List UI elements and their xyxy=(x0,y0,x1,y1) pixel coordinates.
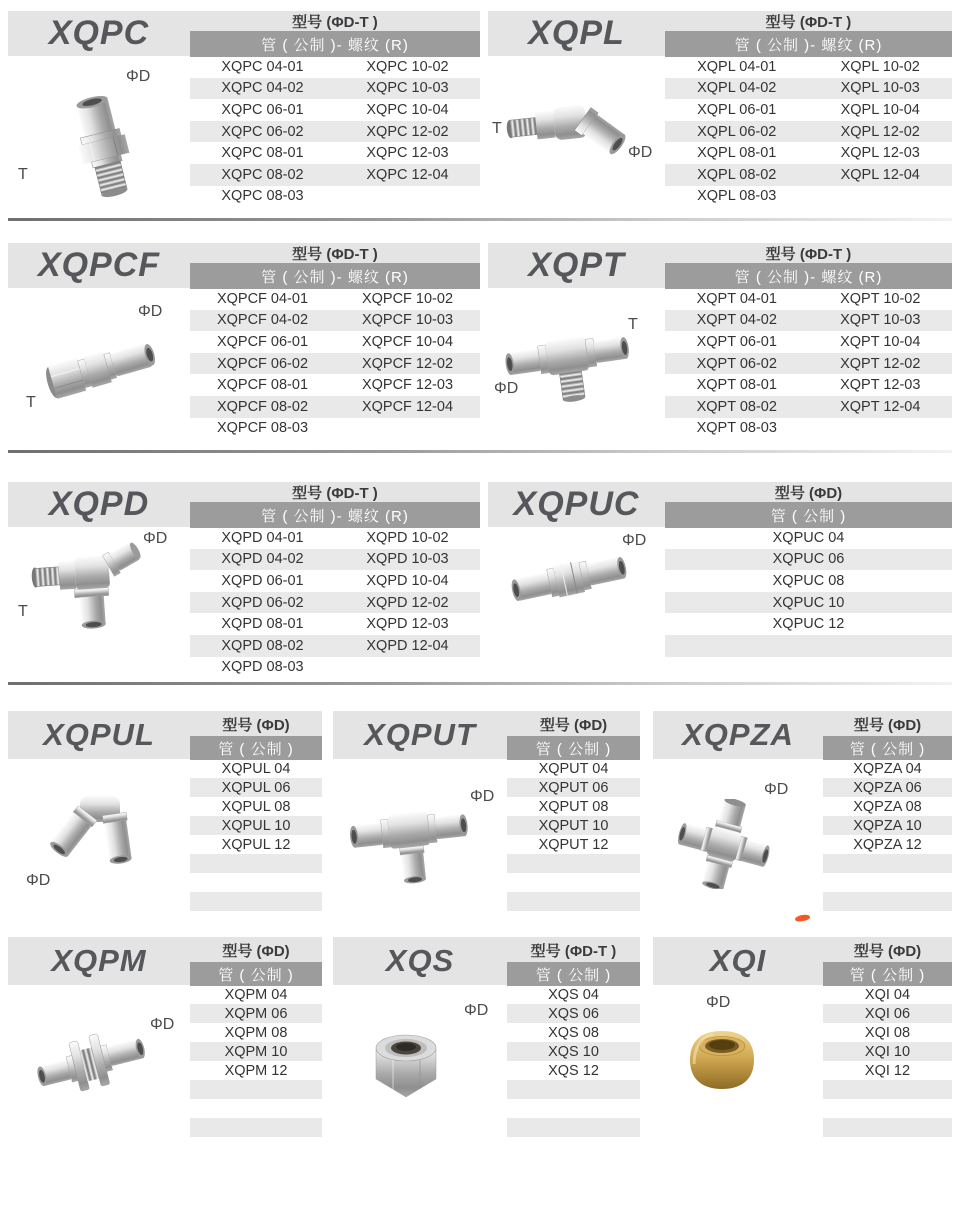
model-cell: XQPM 08 xyxy=(224,1024,288,1041)
table-row xyxy=(507,1061,640,1080)
table-row xyxy=(190,374,480,396)
model-table xyxy=(190,527,480,678)
table-row xyxy=(665,374,952,396)
table-row xyxy=(665,549,952,571)
dim-label-phid: ΦD xyxy=(150,1016,175,1033)
model-cell: XQPUT 04 xyxy=(538,760,609,777)
model-cell: XQPL 08-02 xyxy=(697,166,777,183)
dim-label-phid: ΦD xyxy=(628,144,653,161)
table-row xyxy=(665,418,952,440)
table-row xyxy=(190,310,480,332)
tube-spec-header: 管 ( 公制 ) xyxy=(190,962,322,986)
table-row xyxy=(507,1099,640,1118)
model-table xyxy=(823,985,952,1137)
table-row xyxy=(823,1099,952,1118)
model-cell: XQPT 04-01 xyxy=(696,290,777,307)
product-section-xqpl xyxy=(488,11,952,207)
table-row xyxy=(665,186,952,208)
model-cell: XQPD 04-02 xyxy=(221,551,304,568)
product-photo-xqput xyxy=(350,797,470,887)
table-row xyxy=(665,164,952,186)
product-section-xqpd xyxy=(8,482,480,678)
product-section-xqs xyxy=(333,937,640,1137)
table-row xyxy=(190,331,480,353)
model-cell: XQPC 08-02 xyxy=(221,166,304,183)
model-cell: XQPL 12-02 xyxy=(840,123,920,140)
product-title: XQPCF xyxy=(37,246,161,284)
dim-label-t: T xyxy=(492,120,502,137)
table-row xyxy=(665,310,952,332)
product-section-xqpc xyxy=(8,11,480,207)
product-photo-xqpd xyxy=(30,536,142,636)
table-row xyxy=(190,353,480,375)
table-row xyxy=(665,635,952,657)
model-cell: XQI 10 xyxy=(864,1043,911,1060)
table-row xyxy=(507,759,640,778)
model-cell: XQPCF 06-01 xyxy=(216,333,309,350)
table-row xyxy=(190,854,322,873)
table-row xyxy=(190,78,480,100)
model-cell: XQPT 06-02 xyxy=(696,355,777,372)
table-row xyxy=(823,1004,952,1023)
tube-spec-header: 管 ( 公制 ) xyxy=(507,962,640,986)
product-title: XQPUL xyxy=(43,717,155,752)
model-table xyxy=(507,759,640,911)
model-spec-header: 型号 (ΦD) xyxy=(853,943,922,960)
table-row xyxy=(665,570,952,592)
model-cell: XQPD 12-02 xyxy=(366,594,449,611)
model-cell: XQPL 06-01 xyxy=(697,101,777,118)
model-cell: XQPD 08-01 xyxy=(221,616,304,633)
table-row xyxy=(823,778,952,797)
tube-spec-header: 管 ( 公制 )- 螺纹 (R) xyxy=(190,263,480,289)
model-cell: XQPUT 10 xyxy=(538,817,609,834)
product-photo-xqpza xyxy=(678,799,770,889)
model-cell: XQPUC 12 xyxy=(772,616,845,633)
model-cell: XQPD 10-02 xyxy=(366,529,449,546)
product-section-xqpza xyxy=(653,711,952,911)
model-table xyxy=(190,288,480,439)
model-cell: XQPL 08-01 xyxy=(697,145,777,162)
product-title: XQPL xyxy=(528,14,625,52)
dim-label-t: T xyxy=(628,316,638,333)
product-section-xqpcf xyxy=(8,243,480,439)
table-row xyxy=(190,570,480,592)
product-title: XQI xyxy=(709,943,767,978)
model-spec-header: 型号 (ΦD-T ) xyxy=(292,14,378,31)
table-row xyxy=(507,816,640,835)
model-cell: XQPCF 06-02 xyxy=(216,355,309,372)
model-cell: XQPUT 06 xyxy=(538,779,609,796)
tube-spec-header: 管 ( 公制 ) xyxy=(665,502,952,528)
model-cell: XQPUC 08 xyxy=(772,572,845,589)
model-cell: XQPC 06-01 xyxy=(221,101,304,118)
product-photo-xqpl xyxy=(505,85,635,180)
table-row xyxy=(507,1080,640,1099)
section-divider xyxy=(8,682,952,685)
table-row xyxy=(190,1118,322,1137)
dim-label-t: T xyxy=(18,603,28,620)
table-row xyxy=(507,1023,640,1042)
table-row xyxy=(190,164,480,186)
table-row xyxy=(665,78,952,100)
table-row xyxy=(507,1004,640,1023)
product-title: XQPT xyxy=(528,246,625,284)
model-cell: XQPUL 04 xyxy=(221,760,291,777)
table-row xyxy=(507,1118,640,1137)
model-cell: XQPC 08-01 xyxy=(221,145,304,162)
table-row xyxy=(823,1118,952,1137)
product-title: XQPUC xyxy=(513,485,640,523)
dim-label-phid: ΦD xyxy=(764,781,789,798)
tube-spec-header: 管 ( 公制 ) xyxy=(823,962,952,986)
model-spec-header: 型号 (ΦD) xyxy=(222,717,290,734)
product-photo-xqpcf xyxy=(40,322,162,418)
dim-label-phid: ΦD xyxy=(622,532,647,549)
model-cell: XQPC 08-03 xyxy=(221,188,304,205)
model-cell: XQPL 12-04 xyxy=(840,166,920,183)
model-cell: XQPT 08-02 xyxy=(696,398,777,415)
table-row xyxy=(190,1004,322,1023)
model-cell: XQPD 10-04 xyxy=(366,572,449,589)
product-photo-xqpul xyxy=(38,792,158,874)
model-cell: XQPD 06-01 xyxy=(221,572,304,589)
table-row xyxy=(665,527,952,549)
model-cell: XQPUL 08 xyxy=(221,798,291,815)
product-section-xqpuc xyxy=(488,482,952,657)
table-row xyxy=(190,549,480,571)
table-row xyxy=(190,778,322,797)
product-photo-xqs xyxy=(360,1015,452,1105)
table-row xyxy=(823,816,952,835)
model-cell: XQPL 06-02 xyxy=(697,123,777,140)
table-row xyxy=(823,1080,952,1099)
dim-label-phid: ΦD xyxy=(470,788,495,805)
table-row xyxy=(507,985,640,1004)
model-table xyxy=(190,759,322,911)
table-row xyxy=(190,797,322,816)
table-row xyxy=(190,1061,322,1080)
dim-label-phid: ΦD xyxy=(706,994,731,1011)
model-cell: XQPT 12-03 xyxy=(840,377,921,394)
product-title: XQPM xyxy=(51,943,147,978)
model-table xyxy=(665,288,952,439)
table-row xyxy=(507,854,640,873)
model-table xyxy=(190,985,322,1137)
table-row xyxy=(190,142,480,164)
dim-label-phid: ΦD xyxy=(143,530,168,547)
table-row xyxy=(665,142,952,164)
product-photo-xqpc xyxy=(40,85,165,200)
tube-spec-header: 管 ( 公制 )- 螺纹 (R) xyxy=(665,31,952,57)
model-table xyxy=(190,56,480,207)
model-cell: XQPC 04-02 xyxy=(221,80,304,97)
model-cell: XQI 04 xyxy=(864,986,911,1003)
table-row xyxy=(190,635,480,657)
model-cell: XQPZA 10 xyxy=(853,817,922,834)
dim-label-phid: ΦD xyxy=(26,872,51,889)
table-row xyxy=(507,835,640,854)
model-cell: XQPM 10 xyxy=(224,1043,288,1060)
model-cell: XQPZA 04 xyxy=(853,760,922,777)
table-row xyxy=(823,985,952,1004)
dim-label-phid: ΦD xyxy=(126,68,151,85)
model-cell: XQPC 06-02 xyxy=(221,123,304,140)
model-cell: XQPZA 12 xyxy=(853,836,922,853)
model-cell: XQPUL 06 xyxy=(221,779,291,796)
table-row xyxy=(190,873,322,892)
model-cell: XQPCF 12-04 xyxy=(361,398,454,415)
model-cell: XQPL 04-02 xyxy=(697,80,777,97)
model-cell: XQPT 10-03 xyxy=(840,312,921,329)
model-cell: XQPL 10-02 xyxy=(840,58,920,75)
model-cell: XQPCF 12-03 xyxy=(361,377,454,394)
product-section-xqpul xyxy=(8,711,322,911)
table-row xyxy=(823,759,952,778)
model-cell: XQPZA 08 xyxy=(853,798,922,815)
model-cell: XQPC 10-02 xyxy=(366,58,449,75)
table-row xyxy=(665,396,952,418)
model-cell: XQPT 04-02 xyxy=(696,312,777,329)
table-row xyxy=(665,56,952,78)
table-row xyxy=(190,186,480,208)
model-cell: XQPUL 10 xyxy=(221,817,291,834)
model-cell: XQPD 10-03 xyxy=(366,551,449,568)
model-cell: XQPT 10-02 xyxy=(840,290,921,307)
product-photo-xqpuc xyxy=(510,543,628,615)
model-table xyxy=(823,759,952,911)
model-spec-header: 型号 (ΦD-T ) xyxy=(765,14,852,31)
table-row xyxy=(823,873,952,892)
table-row xyxy=(190,1042,322,1061)
table-row xyxy=(507,873,640,892)
model-cell: XQPD 12-03 xyxy=(366,616,449,633)
model-cell: XQPD 04-01 xyxy=(221,529,304,546)
model-cell: XQPCF 10-02 xyxy=(361,290,454,307)
table-row xyxy=(665,592,952,614)
product-photo-xqpm xyxy=(35,1020,147,1104)
tube-spec-header: 管 ( 公制 ) xyxy=(507,736,640,760)
table-row xyxy=(665,613,952,635)
table-row xyxy=(823,1023,952,1042)
model-spec-header: 型号 (ΦD-T ) xyxy=(530,943,617,960)
model-cell: XQPC 10-03 xyxy=(366,80,449,97)
table-row xyxy=(665,121,952,143)
model-cell: XQPM 04 xyxy=(224,986,288,1003)
model-cell: XQS 10 xyxy=(548,1043,599,1060)
table-row xyxy=(190,396,480,418)
model-cell: XQPC 12-04 xyxy=(366,166,449,183)
model-cell: XQPCF 12-02 xyxy=(361,355,454,372)
table-row xyxy=(190,892,322,911)
model-cell: XQPCF 08-03 xyxy=(216,420,309,437)
table-row xyxy=(190,835,322,854)
model-cell: XQPM 06 xyxy=(224,1005,288,1022)
model-cell: XQPZA 06 xyxy=(853,779,922,796)
model-cell: XQPL 10-03 xyxy=(840,80,920,97)
tube-spec-header: 管 ( 公制 )- 螺纹 (R) xyxy=(190,31,480,57)
table-row xyxy=(190,816,322,835)
dim-label-phid: ΦD xyxy=(494,380,519,397)
model-cell: XQPCF 04-02 xyxy=(216,312,309,329)
product-title: XQS xyxy=(385,943,455,978)
tube-spec-header: 管 ( 公制 ) xyxy=(823,736,952,760)
table-row xyxy=(507,892,640,911)
model-cell: XQS 08 xyxy=(548,1024,599,1041)
section-divider xyxy=(8,450,952,453)
model-cell: XQS 12 xyxy=(548,1062,599,1079)
table-row xyxy=(823,797,952,816)
model-cell: XQPD 08-03 xyxy=(221,659,304,676)
model-cell: XQPT 08-01 xyxy=(696,377,777,394)
product-title: XQPD xyxy=(48,485,150,523)
model-cell: XQPT 12-04 xyxy=(840,398,921,415)
product-photo-xqpt xyxy=(504,322,632,404)
orange-mark xyxy=(795,914,811,923)
model-cell: XQS 04 xyxy=(548,986,599,1003)
product-title: XQPZA xyxy=(682,717,794,752)
table-row xyxy=(507,778,640,797)
dim-label-t: T xyxy=(26,394,36,411)
model-cell: XQPUC 10 xyxy=(772,594,845,611)
model-cell: XQPC 04-01 xyxy=(221,58,304,75)
section-divider xyxy=(8,218,952,221)
table-row xyxy=(823,854,952,873)
product-title: XQPUT xyxy=(364,717,476,752)
model-cell: XQI 06 xyxy=(864,1005,911,1022)
model-table xyxy=(665,56,952,207)
table-row xyxy=(190,1023,322,1042)
model-cell: XQPUC 04 xyxy=(772,529,845,546)
model-table xyxy=(507,985,640,1137)
product-section-xqi xyxy=(653,937,952,1137)
model-cell: XQPCF 10-04 xyxy=(361,333,454,350)
model-cell: XQPT 06-01 xyxy=(696,333,777,350)
table-row xyxy=(665,99,952,121)
table-row xyxy=(190,1080,322,1099)
model-cell: XQPL 12-03 xyxy=(840,145,920,162)
table-row xyxy=(190,288,480,310)
model-spec-header: 型号 (ΦD-T ) xyxy=(292,246,378,263)
model-cell: XQPUL 12 xyxy=(221,836,291,853)
model-cell: XQI 08 xyxy=(864,1024,911,1041)
table-row xyxy=(190,592,480,614)
model-cell: XQPD 08-02 xyxy=(221,637,304,654)
model-spec-header: 型号 (ΦD) xyxy=(222,943,290,960)
table-row xyxy=(190,759,322,778)
model-cell: XQI 12 xyxy=(864,1062,911,1079)
model-spec-header: 型号 (ΦD-T ) xyxy=(765,246,852,263)
table-row xyxy=(190,657,480,679)
table-row xyxy=(665,331,952,353)
model-cell: XQS 06 xyxy=(548,1005,599,1022)
model-cell: XQPL 08-03 xyxy=(697,188,777,205)
model-spec-header: 型号 (ΦD) xyxy=(853,717,922,734)
model-cell: XQPT 10-04 xyxy=(840,333,921,350)
table-row xyxy=(665,353,952,375)
model-table xyxy=(665,527,952,657)
product-section-xqpm xyxy=(8,937,322,1137)
model-cell: XQPCF 08-02 xyxy=(216,398,309,415)
dim-label-phid: ΦD xyxy=(464,1002,489,1019)
tube-spec-header: 管 ( 公制 )- 螺纹 (R) xyxy=(190,502,480,528)
table-row xyxy=(507,1042,640,1061)
table-row xyxy=(190,527,480,549)
model-cell: XQPL 10-04 xyxy=(840,101,920,118)
model-spec-header: 型号 (ΦD) xyxy=(774,485,843,502)
model-cell: XQPT 12-02 xyxy=(840,355,921,372)
model-cell: XQPC 12-03 xyxy=(366,145,449,162)
model-cell: XQPM 12 xyxy=(224,1062,288,1079)
table-row xyxy=(665,288,952,310)
table-row xyxy=(190,613,480,635)
dim-label-t: T xyxy=(18,166,28,183)
table-row xyxy=(823,1042,952,1061)
product-section-xqpt xyxy=(488,243,952,439)
model-cell: XQPUC 06 xyxy=(772,551,845,568)
table-row xyxy=(190,121,480,143)
table-row xyxy=(823,892,952,911)
model-cell: XQPD 12-04 xyxy=(366,637,449,654)
table-row xyxy=(190,418,480,440)
tube-spec-header: 管 ( 公制 ) xyxy=(190,736,322,760)
table-row xyxy=(190,985,322,1004)
model-cell: XQPT 08-03 xyxy=(696,420,777,437)
model-cell: XQPL 04-01 xyxy=(697,58,777,75)
model-spec-header: 型号 (ΦD-T ) xyxy=(292,485,378,502)
table-row xyxy=(190,56,480,78)
table-row xyxy=(190,99,480,121)
table-row xyxy=(507,797,640,816)
table-row xyxy=(823,835,952,854)
model-cell: XQPUT 08 xyxy=(538,798,609,815)
product-photo-xqi xyxy=(680,1022,764,1096)
table-row xyxy=(823,1061,952,1080)
model-cell: XQPC 12-02 xyxy=(366,123,449,140)
model-cell: XQPCF 04-01 xyxy=(216,290,309,307)
model-spec-header: 型号 (ΦD) xyxy=(539,717,608,734)
model-cell: XQPCF 08-01 xyxy=(216,377,309,394)
product-section-xqput xyxy=(333,711,640,911)
dim-label-phid: ΦD xyxy=(138,303,163,320)
model-cell: XQPUT 12 xyxy=(538,836,609,853)
model-cell: XQPCF 10-03 xyxy=(361,312,454,329)
tube-spec-header: 管 ( 公制 )- 螺纹 (R) xyxy=(665,263,952,289)
model-cell: XQPC 10-04 xyxy=(366,101,449,118)
product-title: XQPC xyxy=(48,14,150,52)
table-row xyxy=(190,1099,322,1118)
model-cell: XQPD 06-02 xyxy=(221,594,304,611)
